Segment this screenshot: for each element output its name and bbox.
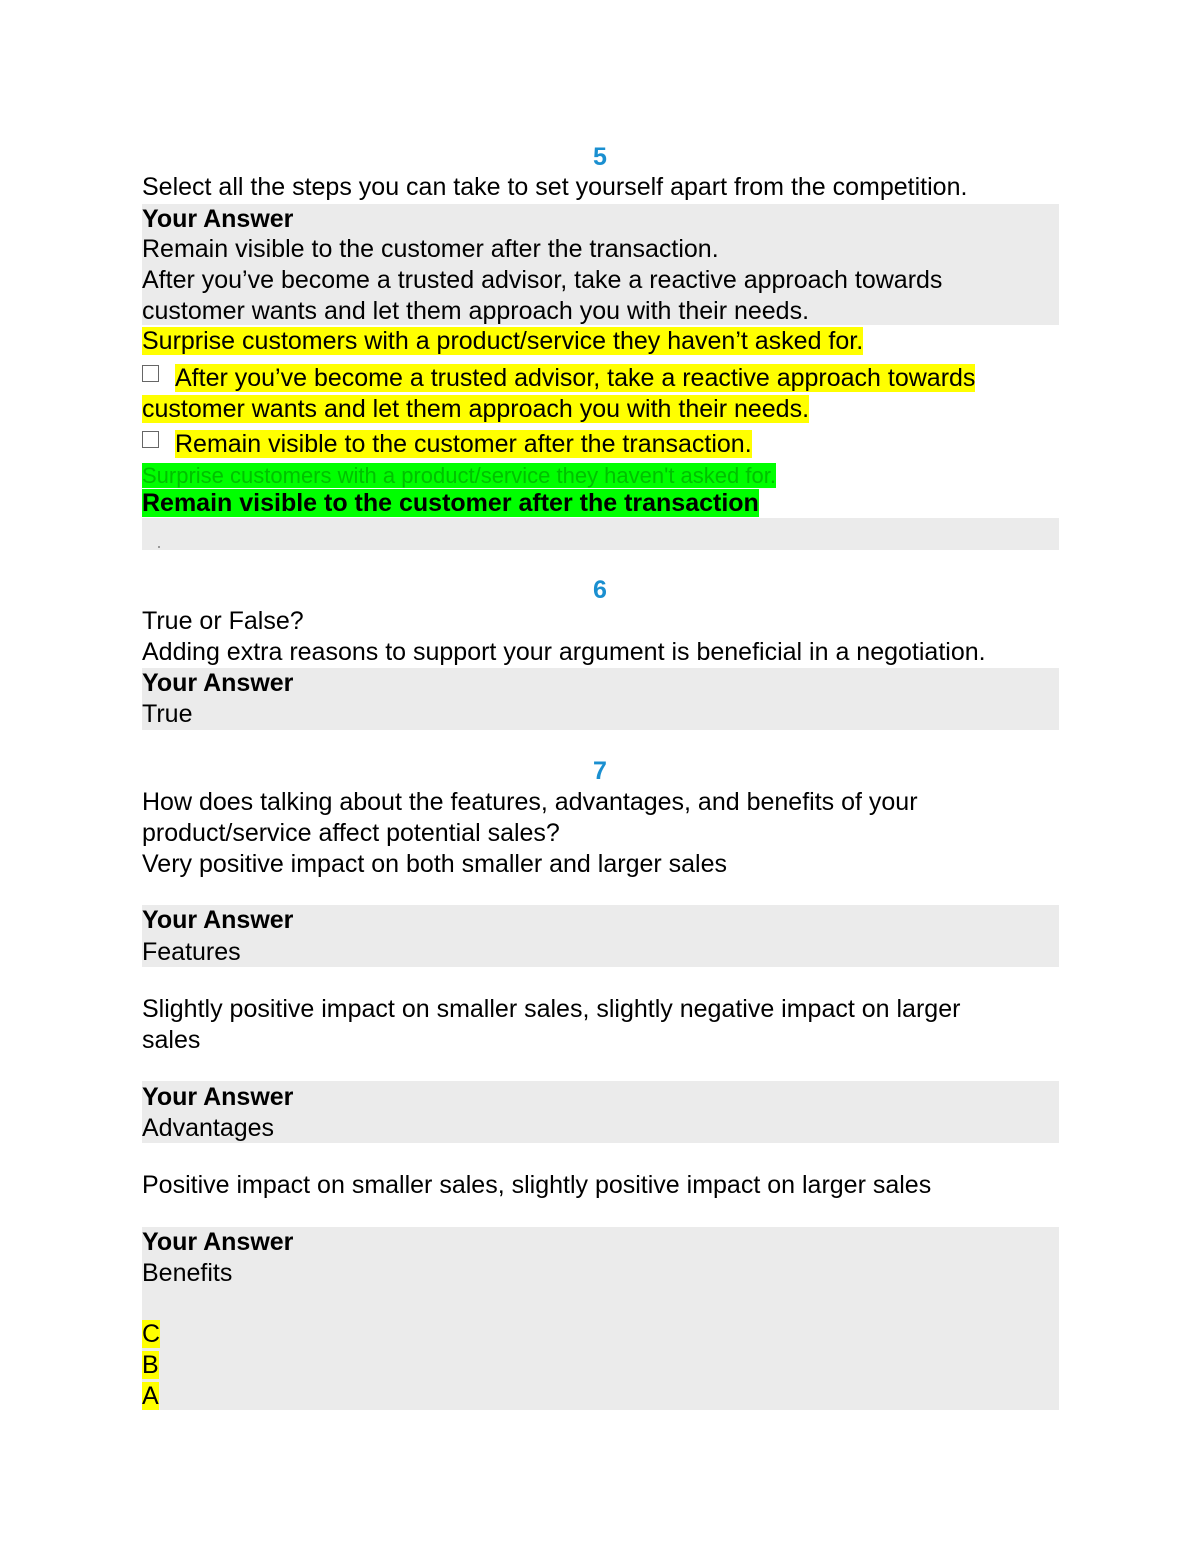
question-text: Adding extra reasons to support your argument is beneficial in a negotiation.: [142, 638, 986, 666]
answer-value: True: [142, 700, 193, 728]
option-text: Remain visible to the customer after the transaction.: [175, 430, 752, 458]
answer-label: Your Answer: [142, 1228, 294, 1256]
question-text: Select all the steps you can take to set yourself apart from the competition.: [142, 173, 968, 201]
option-text: Very positive impact on both smaller and larger sales: [142, 850, 728, 878]
answer-label: Your Answer: [142, 1083, 294, 1111]
option-text: Positive impact on smaller sales, slightly positive impact on larger sales: [142, 1171, 932, 1199]
answer-line: After you’ve become a trusted advisor, take a reactive approach towards: [142, 266, 943, 294]
option-text: customer wants and let them approach you with their needs.: [142, 395, 810, 423]
answer-value: Features: [142, 938, 241, 966]
dot: [158, 546, 160, 548]
question-text: True or False?: [142, 607, 304, 635]
answer-line: Remain visible to the customer after the transaction.: [142, 235, 719, 263]
highlighted-option: Surprise customers with a product/service they haven’t asked for.: [142, 327, 864, 355]
checkbox-option: [142, 429, 752, 460]
green-answer-small: Surprise customers with a product/service they haven't asked for.: [142, 463, 776, 488]
checkbox[interactable]: [142, 431, 159, 448]
question-number: 7: [593, 757, 607, 785]
checkbox-option: [142, 363, 975, 394]
answer-label: Your Answer: [142, 906, 294, 934]
answer-line: customer wants and let them approach you with their needs.: [142, 297, 810, 325]
answer-label: Your Answer: [142, 669, 294, 697]
answer-letter: B: [142, 1351, 159, 1379]
answer-box-empty: [142, 518, 1059, 550]
question-text: How does talking about the features, advantages, and benefits of your: [142, 788, 918, 816]
option-text: sales: [142, 1026, 201, 1054]
option-text: Slightly positive impact on smaller sales, slightly negative impact on larger: [142, 995, 961, 1023]
answer-value: Advantages: [142, 1114, 275, 1142]
option-text: After you’ve become a trusted advisor, take a reactive approach towards: [175, 364, 976, 392]
answer-label: Your Answer: [142, 205, 294, 233]
checkbox[interactable]: [142, 365, 159, 382]
answer-value: Benefits: [142, 1259, 233, 1287]
question-number: 6: [593, 576, 607, 604]
question-number: 5: [593, 143, 607, 171]
answer-letter: C: [142, 1320, 161, 1348]
green-answer: Remain visible to the customer after the transaction: [142, 489, 759, 517]
answer-letter: A: [142, 1382, 159, 1410]
question-text: product/service affect potential sales?: [142, 819, 560, 847]
